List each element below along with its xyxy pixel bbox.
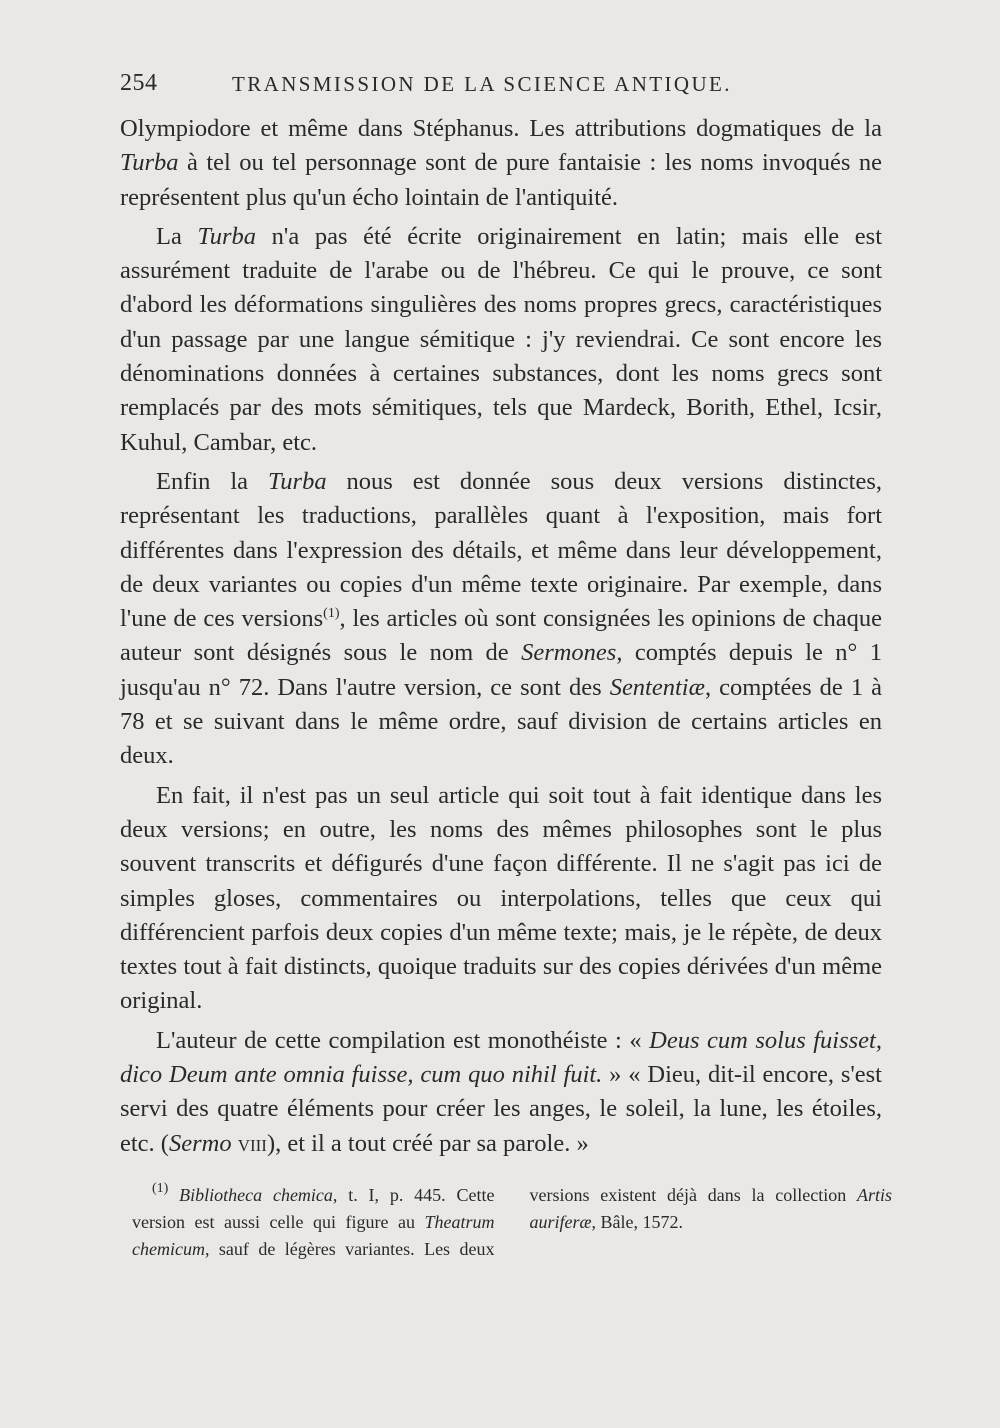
paragraph-4 <box>120 779 882 1019</box>
paragraph-3-start: Enfin la <box>156 467 269 495</box>
turba-title: Turba <box>120 149 179 177</box>
paragraph-1 <box>120 112 882 215</box>
paragraph-5-start: L'auteur de cette compilation est monothéiste : « <box>156 1026 650 1054</box>
paragraph-3-end: , comptées de 1 à 78 et se suivant dans le même ordre, sauf division de certains articles en deux. <box>120 673 882 770</box>
paragraph-3-text: nous est donnée sous deux versions distinctes, représentant les traductions, parallèles quant à l'exposition, mais fort différentes dans l'expression des détails, et même dans leur développement, de deux variantes ou copies d'un même texte originaire. Par exemple, dans l'une de ces versions <box>120 467 882 633</box>
artis-title: Artis auriferæ <box>529 1185 892 1232</box>
running-title: TRANSMISSION DE LA SCIENCE ANTIQUE. <box>232 72 732 96</box>
paragraph-2-start: La <box>156 222 198 250</box>
footnote-marker: (1) <box>152 1181 169 1196</box>
paragraph-3 <box>120 465 882 774</box>
paragraph-4-text: En fait, il n'est pas un seul article qui soit tout à fait identique dans les deux versions; en outre, les noms des mêmes philosophes sont le plus souvent transcrits et défigurés d'une façon différente. Il ne s'agit pas ici de simples gloses, commentaires ou interpolations, telles que ceux qui différencient parfois deux copies d'un même texte; mais, je le répète, de deux textes tout à fait distincts, quoique traduits sur des copies dérivées d'un même original. <box>120 781 882 1015</box>
body-text <box>120 112 882 1166</box>
paragraph-3-text-cont: , les articles où sont consignées les opinions de chaque auteur sont désignés sous le nom de <box>120 605 882 667</box>
paragraph-3-text-cont2: , comptés depuis le n° 1 jusqu'au n° 72. Dans l'autre version, ce sont des <box>120 639 882 701</box>
sermo-ref: Sermo <box>168 1129 232 1157</box>
footnote-text: , sauf de légères variantes. Les deux versions existent déjà dans la collection <box>204 1185 857 1259</box>
running-head <box>120 70 880 106</box>
paragraph-1-end: à tel ou tel personnage sont de pure fantaisie : les noms invoqués ne représentent plus qu'un écho lointain de l'antiquité. <box>120 149 882 211</box>
bibliotheca-title: Bibliotheca chemica <box>179 1185 333 1205</box>
page-number: 254 <box>120 70 158 96</box>
paragraph-5 <box>120 1024 882 1161</box>
footnote-column-left <box>132 1182 892 1263</box>
footnote-line-2: Cette version est aussi celle qui figure au <box>132 1185 495 1232</box>
roman-numeral: viii <box>237 1129 267 1157</box>
turba-title: Turba <box>268 467 327 495</box>
latin-quote: Deus cum solus fuisset, dico Deum ante omnia fuisse, cum quo nihil fuit. <box>120 1026 882 1089</box>
footnote-ref: , t. I, p. 445. <box>332 1185 446 1205</box>
footnote-end: , Bâle, 1572. <box>591 1212 684 1232</box>
footnote-1 <box>132 1182 892 1263</box>
sententiae-term: Sententiæ <box>609 673 705 701</box>
paragraph-1-text: Olympiodore et même dans Stéphanus. Les attributions dogmatiques de la <box>120 115 882 142</box>
turba-title: Turba <box>197 222 257 250</box>
paragraph-5-end: ), et il a tout créé par sa parole. » <box>266 1129 589 1157</box>
paragraph-2 <box>120 220 882 460</box>
paragraph-2-text: n'a pas été écrite originairement en latin; mais elle est assurément traduite de l'arabe ou de l'hébreu. Ce qui le prouve, ce sont d'abord les déformations singulières des noms propres grecs, caractéristiques d'un passage par une langue sémitique : j'y reviendrai. Ce sont encore les dénominations données à certaines substances, dont les noms grecs sont remplacés par des mots sémitiques, tels que Mardeck, Borith, Ethel, Icsir, Kuhul, Cambar, etc. <box>120 222 882 456</box>
theatrum-title: Theatrum chemicum <box>132 1212 495 1259</box>
paragraph-5-text: » « Dieu, dit-il encore, s'est servi des quatre éléments pour créer les anges, le soleil, la lune, les étoiles, etc. ( <box>120 1061 882 1157</box>
footnotes <box>132 1182 892 1263</box>
footnote-reference[interactable]: (1) <box>323 606 340 622</box>
sermones-term: Sermones <box>521 639 617 667</box>
